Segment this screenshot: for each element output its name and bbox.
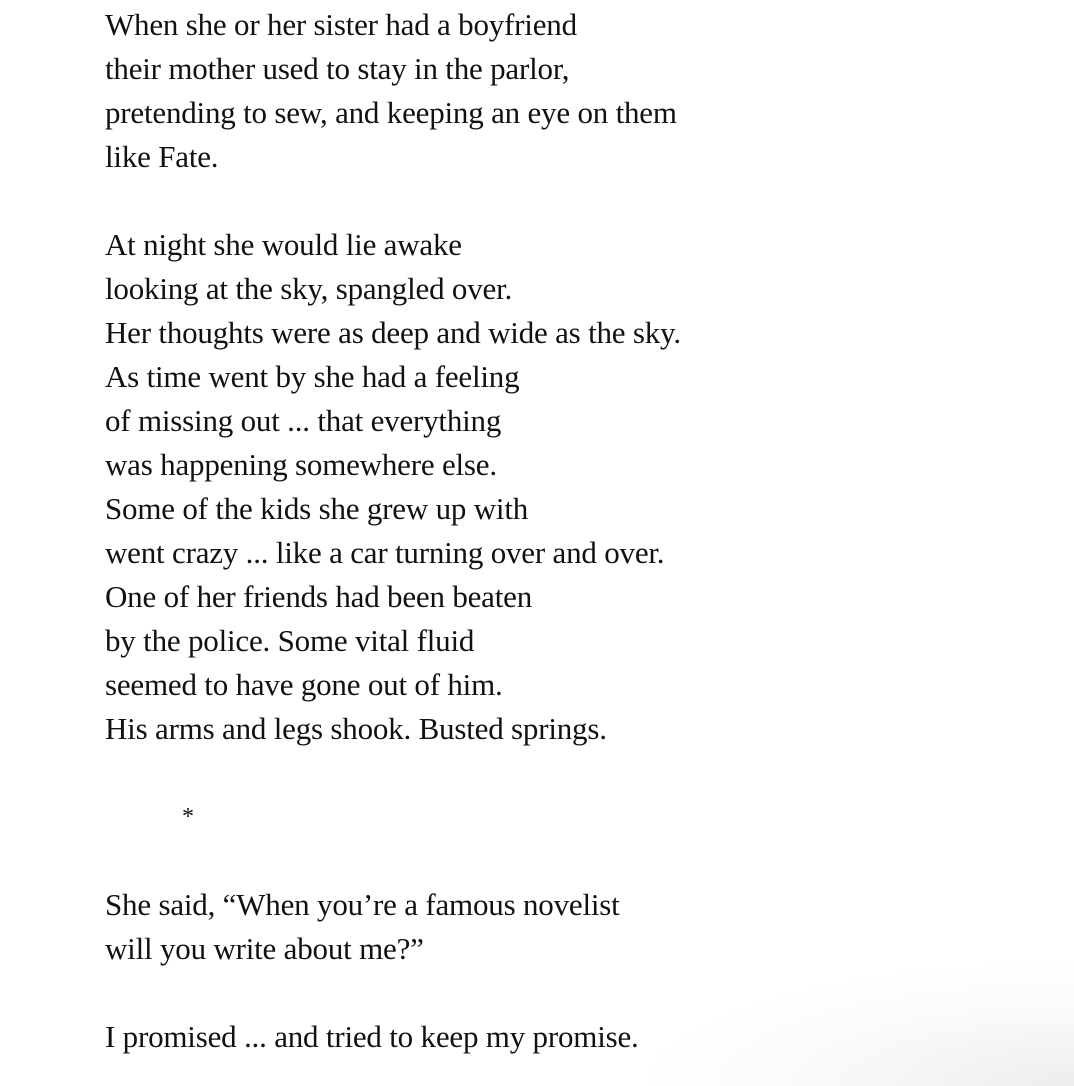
poem-line: As time went by she had a feeling: [105, 359, 520, 394]
poem-text: [105, 3, 1005, 1059]
poem-line: Her thoughts were as deep and wide as the sky.: [105, 315, 681, 350]
stanza-4: [105, 1015, 1005, 1059]
stanza-3: [105, 883, 1005, 971]
poem-line: She said, “When you’re a famous novelist: [105, 887, 620, 922]
poem-line: I promised ... and tried to keep my promise.: [105, 1019, 639, 1054]
poem-line: like Fate.: [105, 139, 219, 174]
stanza-1: [105, 3, 1005, 179]
stanza-gap: [105, 971, 1005, 1015]
poem-line: seemed to have gone out of him.: [105, 667, 503, 702]
poem-line: their mother used to stay in the parlor,: [105, 51, 570, 86]
poem-line: went crazy ... like a car turning over and over.: [105, 535, 665, 570]
poem-line: by the police. Some vital fluid: [105, 623, 475, 658]
poem-line: will you write about me?”: [105, 931, 424, 966]
stanza-gap: [105, 179, 1005, 223]
poem-line: When she or her sister had a boyfriend: [105, 7, 577, 42]
poem-line: One of her friends had been beaten: [105, 579, 533, 614]
section-separator: *: [182, 804, 194, 830]
poem-line: of missing out ... that everything: [105, 403, 502, 438]
poem-line: At night she would lie awake: [105, 227, 462, 262]
stanza-2: [105, 223, 1005, 751]
poem-line: His arms and legs shook. Busted springs.: [105, 711, 607, 746]
poem-line: was happening somewhere else.: [105, 447, 497, 482]
poem-line: Some of the kids she grew up with: [105, 491, 529, 526]
poem-line: pretending to sew, and keeping an eye on them: [105, 95, 677, 130]
poem-line: looking at the sky, spangled over.: [105, 271, 513, 306]
